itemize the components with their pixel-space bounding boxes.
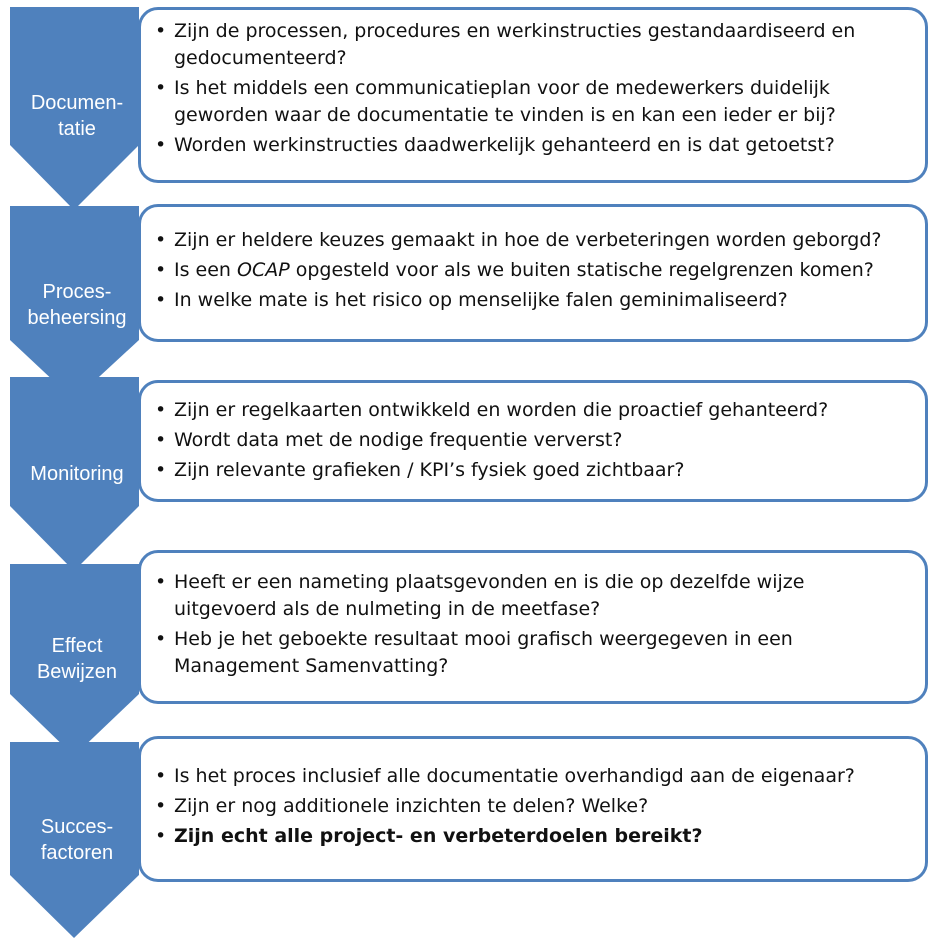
step-box-procesbeheersing: [138, 204, 928, 342]
list-item-text: Is een OCAP opgesteld voor als we buiten statische regelgrenzen komen?: [174, 259, 874, 281]
bullet-list: [155, 18, 911, 159]
list-item-text: Worden werkinstructies daadwerkelijk gehanteerd en is dat getoetst?: [174, 134, 835, 156]
list-item-text: Is het middels een communicatieplan voor de medewerkers duidelijk geworden waar de documentatie te vinden is en kan een ieder er bij?: [174, 77, 836, 126]
bullet-icon: •: [155, 289, 167, 311]
bullet-list: [155, 227, 911, 314]
bullet-icon: •: [155, 77, 167, 99]
list-item: [155, 257, 911, 284]
list-item: [155, 397, 911, 424]
bullet-icon: •: [155, 628, 167, 650]
list-item: [155, 132, 911, 159]
bullet-icon: •: [155, 134, 167, 156]
step-label-succesfactoren: Succes- factoren: [40, 816, 114, 864]
bullet-icon: •: [155, 459, 167, 481]
bullet-icon: •: [155, 259, 167, 281]
list-item: [155, 823, 911, 850]
list-item-text: Zijn echt alle project- en verbeterdoelen bereikt?: [174, 825, 703, 847]
bullet-icon: •: [155, 429, 167, 451]
step-label-effect-bewijzen: Effect Bewijzen: [36, 635, 118, 683]
bullet-icon: •: [155, 795, 167, 817]
list-item-text: Zijn de processen, procedures en werkinstructies gestandaardiseerd en gedocumenteerd?: [174, 20, 856, 69]
bullet-icon: •: [155, 20, 167, 42]
list-item: [155, 227, 911, 254]
bullet-icon: •: [155, 229, 167, 251]
bullet-list: [155, 763, 911, 850]
bullet-icon: •: [155, 765, 167, 787]
bullet-list: [155, 397, 911, 484]
step-label-procesbeheersing: Proces- beheersing: [27, 281, 127, 329]
bullet-icon: •: [155, 571, 167, 593]
list-item-text: Zijn er nog additionele inzichten te delen? Welke?: [174, 795, 649, 817]
step-box-effect-bewijzen: [138, 550, 928, 704]
ocap-term: OCAP: [237, 259, 290, 281]
list-item: [155, 626, 911, 680]
step-box-documentatie: [138, 7, 928, 183]
list-item-text: Zijn er regelkaarten ontwikkeld en worden die proactief gehanteerd?: [174, 399, 829, 421]
list-item-text: Wordt data met de nodige frequentie ververst?: [174, 429, 623, 451]
bullet-icon: •: [155, 825, 167, 847]
list-item-text: In welke mate is het risico op menselijke falen geminimaliseerd?: [174, 289, 788, 311]
list-item: [155, 793, 911, 820]
step-label-documentatie: Documen- tatie: [30, 92, 124, 140]
step-box-monitoring: [138, 380, 928, 502]
list-item: [155, 763, 911, 790]
step-box-succesfactoren: [138, 736, 928, 882]
bullet-list: [155, 569, 911, 680]
list-item: [155, 18, 911, 72]
list-item: [155, 569, 911, 623]
list-item: [155, 287, 911, 314]
list-item-text: Zijn relevante grafieken / KPI’s fysiek goed zichtbaar?: [174, 459, 685, 481]
list-item-text: Is het proces inclusief alle documentatie overhandigd aan de eigenaar?: [174, 765, 855, 787]
list-item-text: Heeft er een nameting plaatsgevonden en is die op dezelfde wijze uitgevoerd als de nulmeting in de meetfase?: [174, 571, 805, 620]
list-item: [155, 457, 911, 484]
list-item: [155, 427, 911, 454]
list-item-text: Zijn er heldere keuzes gemaakt in hoe de verbeteringen worden geborgd?: [174, 229, 882, 251]
list-item: [155, 75, 911, 129]
bullet-icon: •: [155, 399, 167, 421]
step-label-monitoring: Monitoring: [30, 463, 124, 485]
list-item-text: Heb je het geboekte resultaat mooi grafisch weergegeven in een Management Samenvatting?: [174, 628, 793, 677]
